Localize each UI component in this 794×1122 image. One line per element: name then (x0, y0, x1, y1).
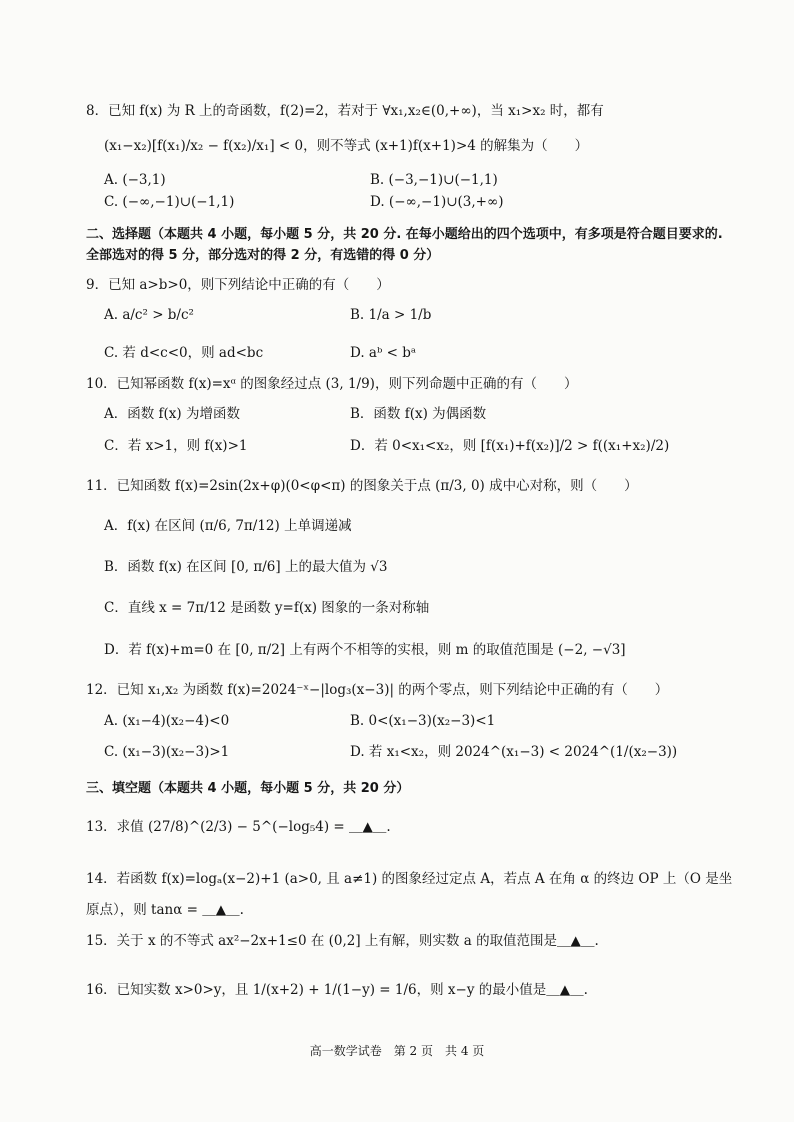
q8-option-d: D. (−∞,−1)∪(3,+∞) (370, 194, 504, 210)
q9-stem: 9．已知 a>b>0，则下列结论中正确的有（ ） (86, 277, 390, 293)
question-13: 13．求值 (27/8)^(2/3) − 5^(−log₅4) = ＿▲＿. (86, 819, 391, 835)
q12-option-b: B. 0<(x₁−3)(x₂−3)<1 (350, 713, 496, 729)
q10-option-c: C．若 x>1，则 f(x)>1 (104, 438, 248, 454)
page-footer: 高一数学试卷 第 2 页 共 4 页 (309, 1044, 485, 1058)
question-15: 15．关于 x 的不等式 ax²−2x+1≤0 在 (0,2] 上有解，则实数 a 的取值范围是＿▲＿. (86, 933, 599, 949)
q10-option-b: B．函数 f(x) 为偶函数 (350, 406, 487, 422)
q8-option-c: C. (−∞,−1)∪(−1,1) (104, 194, 235, 210)
q8-line2: (x₁−x₂)[f(x₁)/x₂ − f(x₂)/x₁] < 0，则不等式 (x+1)f(x+1)>4 的解集为（ ） (104, 138, 589, 154)
q12-option-a: A. (x₁−4)(x₂−4)<0 (104, 713, 230, 729)
q14-line1: 14．若函数 f(x)=logₐ(x−2)+1 (a>0, 且 a≠1) 的图象经过定点 A，若点 A 在角 α 的终边 OP 上（O 是坐 (86, 871, 733, 887)
q8-option-a: A. (−3,1) (104, 172, 166, 188)
question-16: 16．已知实数 x>0>y，且 1/(x+2) + 1/(1−y) = 1/6，则 x−y 的最小值是＿▲＿. (86, 982, 588, 998)
q10-option-d: D．若 0<x₁<x₂，则 [f(x₁)+f(x₂)]/2 > f((x₁+x₂)/2) (350, 438, 670, 454)
q12-option-d: D. 若 x₁<x₂，则 2024^(x₁−3) < 2024^(1/(x₂−3)) (350, 744, 678, 760)
q8-line1: 8．已知 f(x) 为 R 上的奇函数，f(2)=2，若对于 ∀x₁,x₂∈(0,+∞)，当 x₁>x₂ 时，都有 (86, 103, 604, 119)
section2-line1: 二、选择题（本题共 4 小题，每小题 5 分，共 20 分. 在每小题给出的四个选项中，有多项是符合题目要求的. (86, 227, 723, 242)
q11-option-c: C．直线 x = 7π/12 是函数 y=f(x) 图象的一条对称轴 (104, 600, 430, 616)
q12-stem: 12．已知 x₁,x₂ 为函数 f(x)=2024⁻ˣ−|log₃(x−3)| 的两个零点，则下列结论中正确的有（ ） (86, 682, 669, 698)
q11-option-d: D．若 f(x)+m=0 在 [0, π/2] 上有两个不相等的实根，则 m 的取值范围是 (−2, −√3] (104, 642, 626, 658)
q9-option-c: C. 若 d<c<0，则 ad<bc (104, 345, 264, 361)
q9-option-a: A. a/c² > b/c² (104, 307, 194, 323)
q14-line2: 原点），则 tanα = ＿▲＿. (86, 902, 244, 918)
q12-option-c: C. (x₁−3)(x₂−3)>1 (104, 744, 230, 760)
section2-line2: 全部选对的得 5 分，部分选对的得 2 分，有选错的得 0 分） (86, 248, 440, 263)
section-3-header: 三、填空题（本题共 4 小题，每小题 5 分，共 20 分） (86, 781, 410, 796)
q11-option-b: B．函数 f(x) 在区间 [0, π/6] 上的最大值为 √3 (104, 559, 388, 575)
q8-option-b: B. (−3,−1)∪(−1,1) (370, 172, 498, 188)
q9-option-b: B. 1/a > 1/b (350, 307, 432, 323)
q9-option-d: D. aᵇ < bᵃ (350, 345, 417, 361)
q11-option-a: A．f(x) 在区间 (π/6, 7π/12) 上单调递减 (104, 518, 352, 534)
q10-option-a: A．函数 f(x) 为增函数 (104, 406, 240, 422)
q10-stem: 10．已知幂函数 f(x)=xᵅ 的图象经过点 (3, 1/9)，则下列命题中正确的有（ ） (86, 376, 578, 392)
q11-stem: 11．已知函数 f(x)=2sin(2x+φ)(0<φ<π) 的图象关于点 (π/3, 0) 成中心对称，则（ ） (86, 478, 638, 494)
